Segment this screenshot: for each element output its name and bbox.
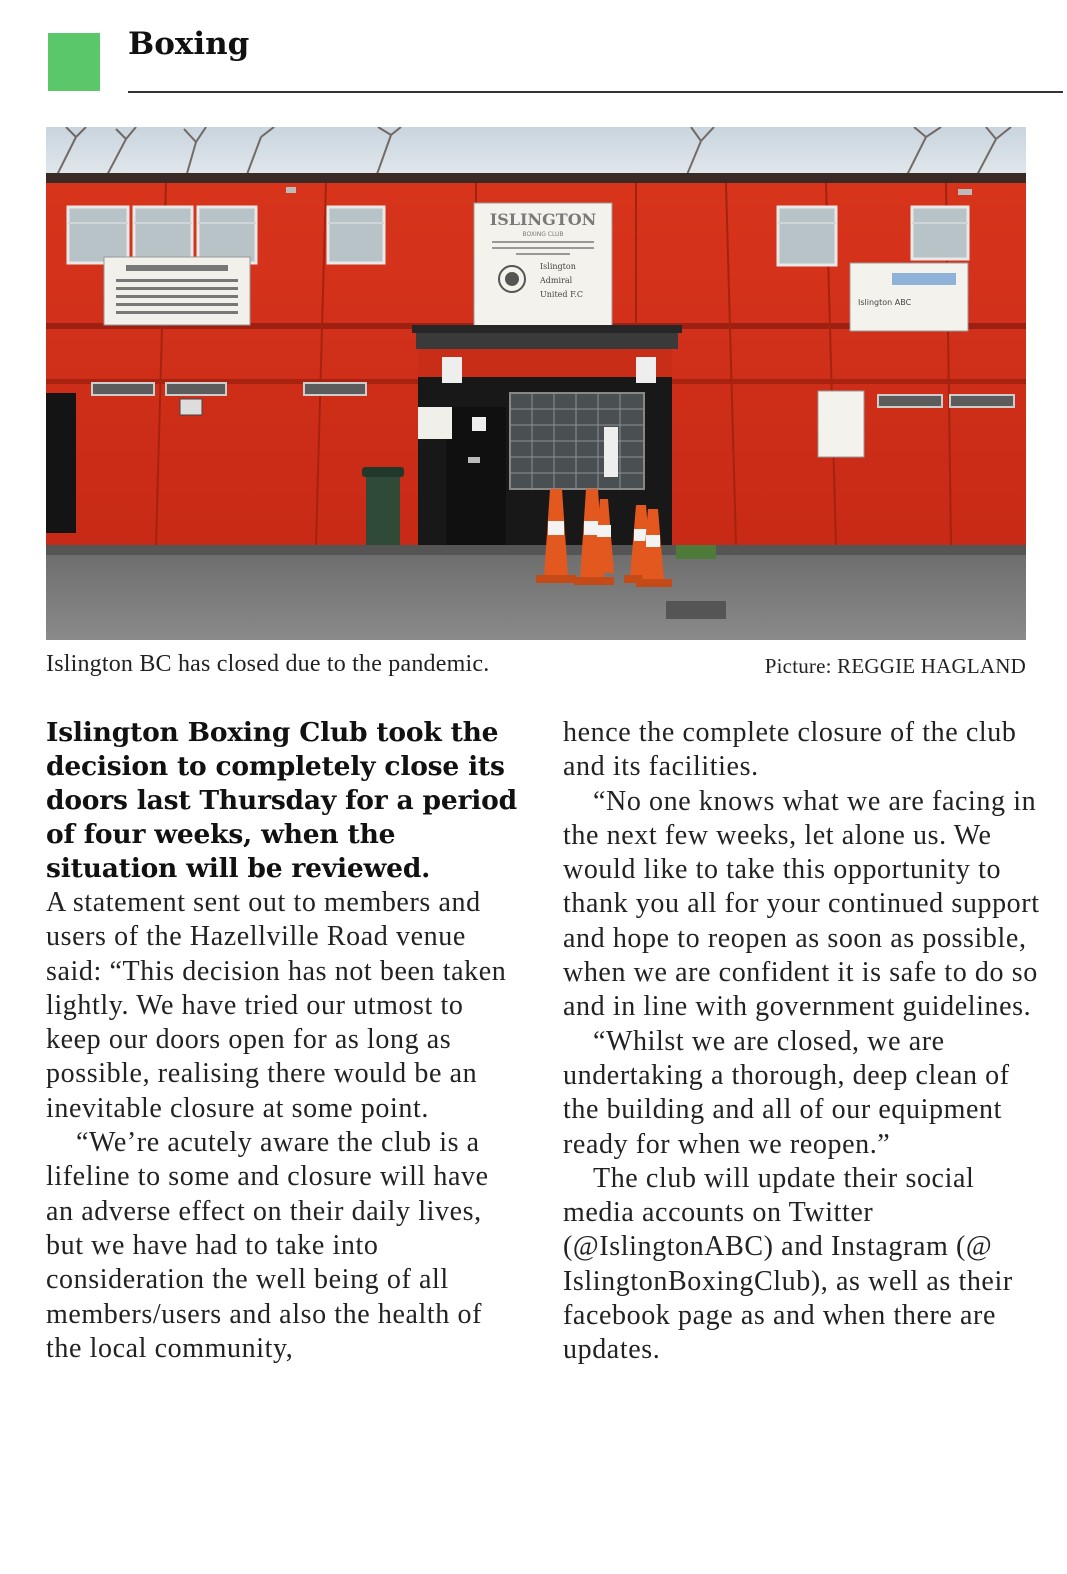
article-standfirst: Islington Boxing Club took the decision to completely close its doors last Thursday for a period of four weeks, when the situation will be reviewed. — [46, 717, 517, 884]
sign-main-line-1: ISLINGTON — [489, 210, 597, 229]
photo-credit: Picture: REGGIE HAGLAND — [764, 654, 1026, 678]
body-paragraph: “We’re acutely aware the club is a lifeline to some and closure will have an adverse effect on their daily lives, but we have had to take into consideration the well being of all members/users and also the health of the local community, — [46, 1127, 489, 1364]
section-label: Boxing — [128, 26, 250, 62]
body-paragraph: “Whilst we are closed, we are undertaking a thorough, deep clean of the building and all of our equipment ready for when we reopen.” — [563, 1025, 1010, 1160]
photo-caption-row — [46, 651, 1026, 679]
section-color-block — [48, 33, 100, 91]
article-column-left — [46, 716, 518, 1366]
sign-main-line-3: Islington — [540, 262, 576, 271]
sign-right-label: Islington ABC — [858, 298, 912, 307]
photo-caption: Islington BC has closed due to the pandemic. — [46, 651, 490, 677]
body-paragraph: hence the complete closure of the club and its facilities. — [563, 717, 1017, 783]
body-paragraph: “No one knows what we are facing in the next few weeks, let alone us. We would like to take this opportunity to thank you all for your continued support and hope to reopen as soon as possible, when we are confident it is safe to do so and in line with government guidelines. — [563, 785, 1040, 1023]
body-paragraph: The club will update their social media accounts on Twitter (@IslingtonABC) and Instagram (@ IslingtonBoxingClub), as well as their facebook page as and when there are updates. — [563, 1162, 1013, 1366]
article-column-right — [563, 716, 1043, 1368]
article-photo — [46, 127, 1026, 640]
sign-main-line-2: BOXING CLUB — [522, 231, 564, 238]
section-divider — [128, 91, 1063, 93]
body-paragraph: A statement sent out to members and users of the Hazellville Road venue said: “This decision has not been taken lightly. We have tried our utmost to keep our doors open for as long as possible, realising there would be an inevitable closure at some point. — [46, 887, 507, 1124]
sign-main-line-4: Admiral — [540, 276, 573, 285]
sign-main-line-5: United F.C — [540, 290, 584, 299]
